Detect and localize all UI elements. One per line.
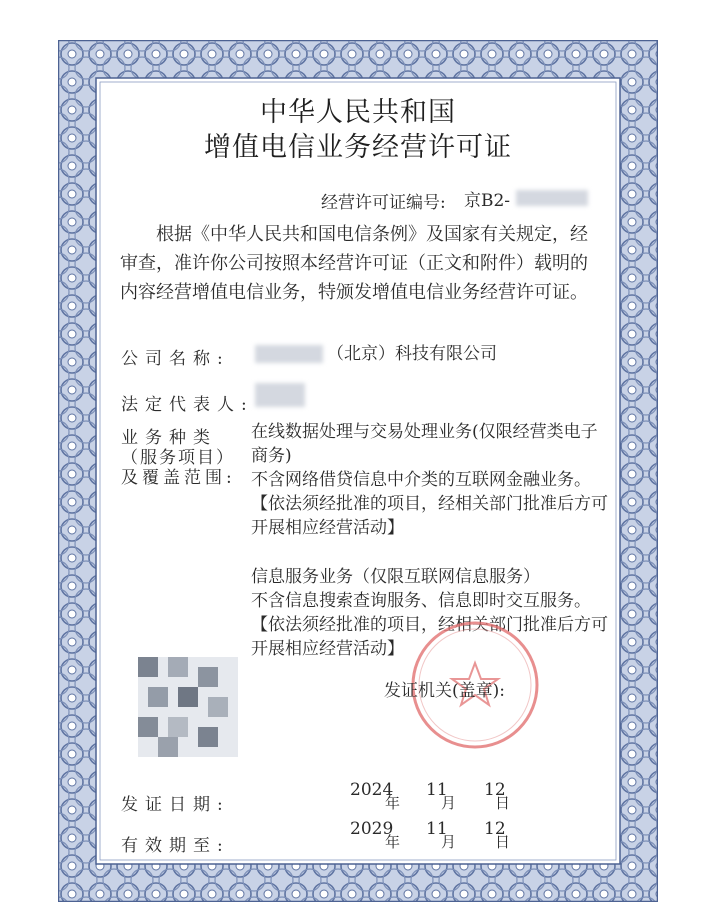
scope-label-line-2: （服务项目） (121, 448, 235, 468)
issuing-authority-label: 发证机关(盖章): (384, 681, 505, 701)
redacted-company-prefix (255, 345, 323, 363)
valid-month: 11 (426, 819, 448, 839)
scope-label-line-1: 业务种类 (121, 428, 217, 448)
legal-representative-label: 法定代表人: (121, 395, 254, 415)
issue-year-unit: 年 (385, 794, 401, 812)
scope-label (121, 428, 236, 488)
issue-year: 2024 (350, 780, 394, 800)
license-number-label: 经营许可证编号: (321, 193, 446, 213)
valid-day: 12 (484, 819, 506, 839)
scope-label-line-3: 及覆盖范围: (121, 468, 236, 488)
qr-code-image (138, 657, 238, 757)
valid-day-unit: 日 (495, 833, 511, 851)
valid-until-label: 有效期至: (121, 836, 230, 856)
title-line-2: 增值电信业务经营许可证 (204, 132, 512, 163)
redacted-license-number (516, 190, 588, 206)
company-name-label: 公司名称: (121, 349, 230, 369)
issue-month: 11 (426, 780, 448, 800)
license-certificate (58, 40, 658, 902)
company-name-value: （北京）科技有限公司 (327, 344, 497, 364)
valid-year: 2029 (350, 819, 394, 839)
issue-day-unit: 日 (495, 794, 511, 812)
valid-month-unit: 月 (441, 833, 457, 851)
issue-month-unit: 月 (441, 794, 457, 812)
issue-day: 12 (484, 780, 506, 800)
intro-paragraph: 根据《中华人民共和国电信条例》及国家有关规定，经审查，准许你公司按照本经营许可证（正文和附件）载明的内容经营增值电信业务，特颁发增值电信业务经营许可证。 (120, 224, 588, 303)
issue-date-label: 发证日期: (121, 795, 230, 815)
scope-item-2: 信息服务业务（仅限互联网信息服务） 不含信息搜索查询服务、信息即时交互服务。【依法须经批准的项目，经相关部门批准后方可开展相应经营活动】 (251, 567, 608, 659)
scope-item-1: 在线数据处理与交易处理业务(仅限经营类电子商务) 不含网络借贷信息中介类的互联网金融业务。【依法须经批准的项目，经相关部门批准后方可开展相应经营活动】 (251, 422, 608, 538)
redacted-legal-representative (255, 383, 305, 407)
title-line-1: 中华人民共和国 (260, 97, 456, 128)
valid-year-unit: 年 (385, 833, 401, 851)
license-number-value: 京B2- (464, 191, 511, 211)
